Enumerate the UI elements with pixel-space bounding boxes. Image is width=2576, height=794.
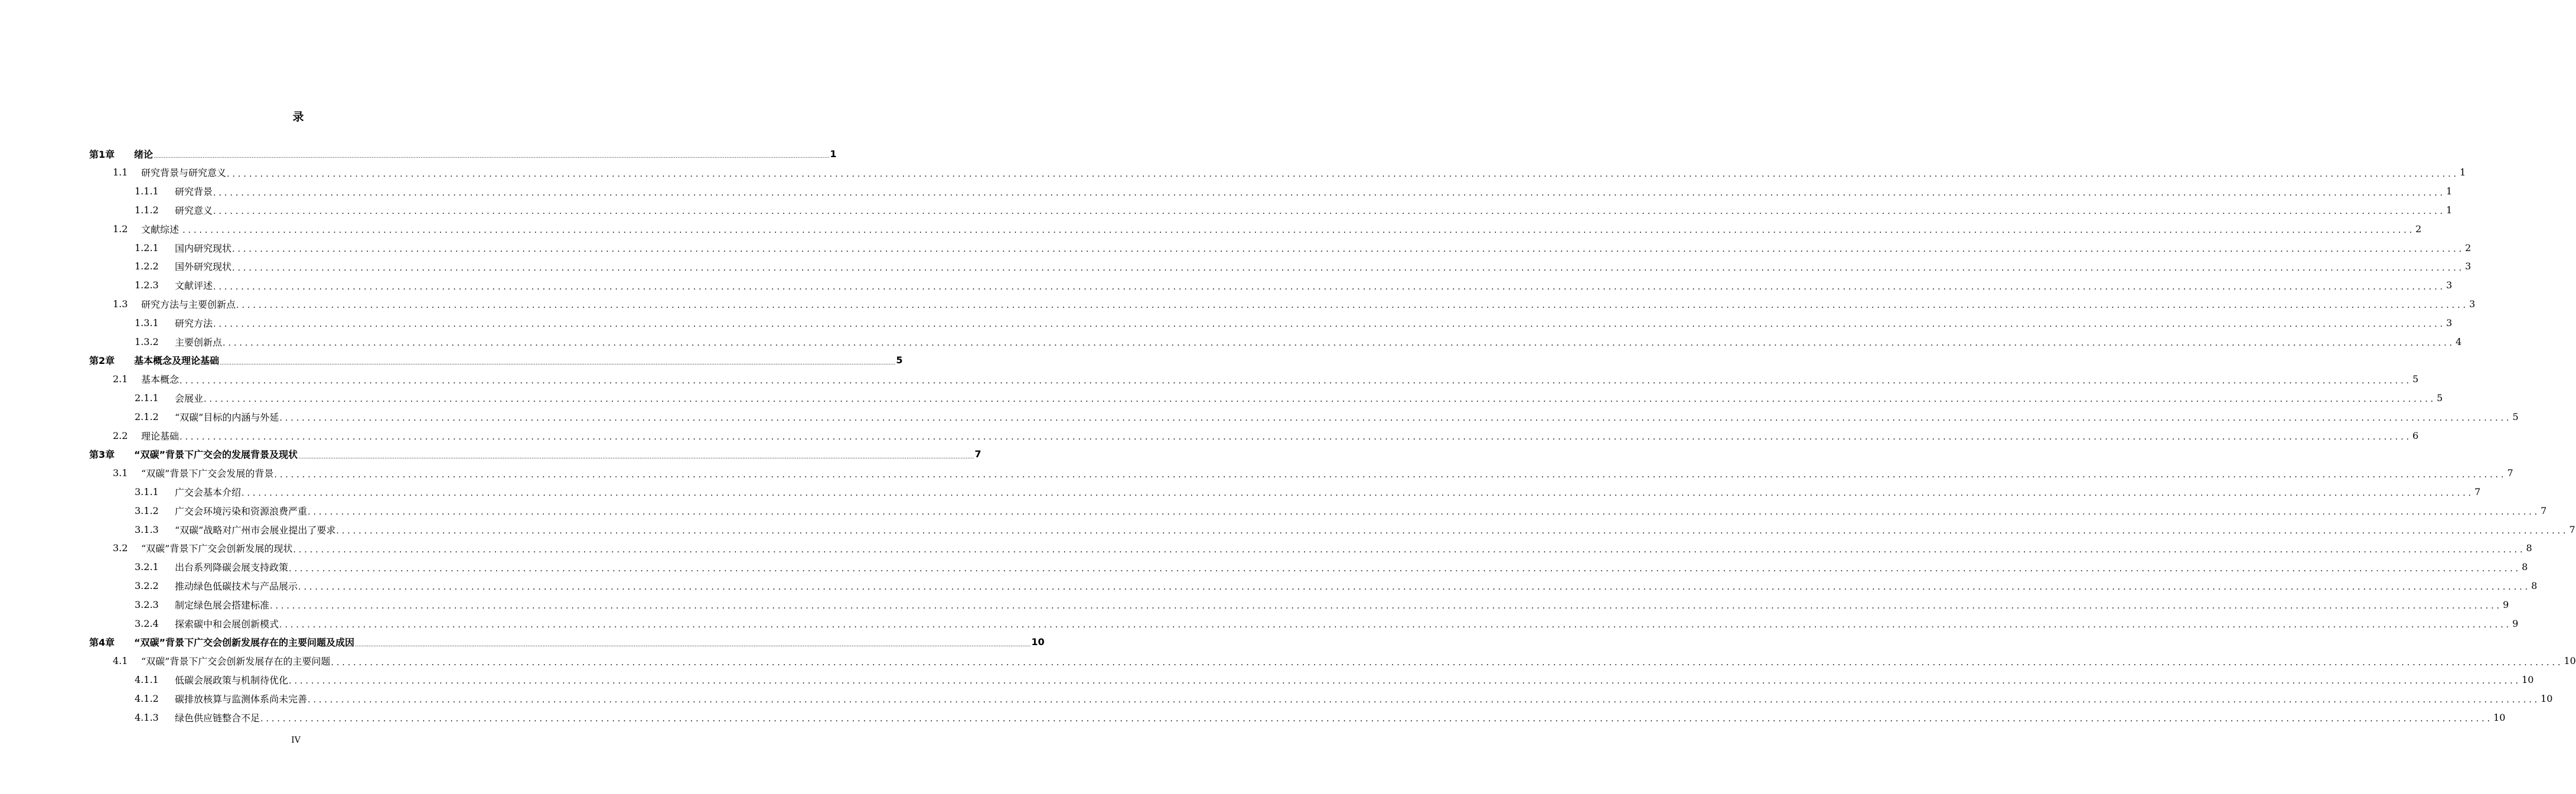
toc-title: 录 — [292, 110, 304, 123]
toc-entry-label: 国外研究现状 — [175, 261, 232, 273]
toc-dot-leader: ................................................................................................................................................................................................................................................................................................................................................................................................................ — [279, 620, 2512, 630]
toc-entry-number: 第3章 — [89, 449, 115, 461]
toc-entry-number: 3.1.3 — [135, 523, 159, 535]
toc-dot-leader: ................................................................................................................................................................................................................................................................................................................................................................................................................ — [232, 263, 2465, 273]
toc-entry-label: “双碳”背景下广交会创新发展的现状 — [141, 543, 293, 555]
toc-entry[interactable] — [135, 257, 2471, 276]
toc-entry[interactable] — [89, 144, 837, 163]
toc-entry-page: 7 — [2507, 467, 2513, 479]
toc-entry[interactable] — [135, 407, 2519, 426]
toc-entry-number: 1.3 — [113, 298, 128, 310]
toc-entry-number: 3.1.2 — [135, 505, 159, 516]
toc-entry-page: 3 — [2469, 298, 2476, 310]
toc-entry-label: 碳排放核算与监测体系尚未完善 — [175, 693, 308, 705]
toc-dot-leader: ................................................................................................................................................................................................................................................................................................................................................................................................................ — [331, 658, 2564, 668]
toc-dot-leader: ................................................................................................................................................................................................................................................................................................................................................................................................................ — [260, 714, 2493, 724]
toc-entry-page: 1 — [2446, 204, 2453, 216]
toc-entry-label: 研究方法与主要创新点 — [141, 298, 236, 310]
toc-entry-page: 4 — [2456, 336, 2462, 347]
toc-entry-number: 2.1.2 — [135, 411, 159, 422]
toc-entry[interactable] — [135, 576, 2538, 595]
toc-entry[interactable] — [113, 464, 2513, 483]
toc-entry-page: 8 — [2522, 561, 2528, 573]
toc-entry[interactable] — [113, 370, 2419, 389]
toc-entry-number: 4.1.2 — [135, 692, 159, 704]
toc-entry-label: 基本概念及理论基础 — [134, 355, 220, 367]
toc-entry-page: 10 — [2541, 692, 2553, 704]
toc-dot-leader: ................................................................................................................................................................................................................................................................................................................................................................................................................ — [308, 507, 2541, 518]
toc-entry-number: 1.3.1 — [135, 317, 159, 328]
toc-entry-page: 2 — [2415, 223, 2422, 235]
toc-entry-label: 探索碳中和会展创新模式 — [175, 618, 279, 630]
toc-entry-number: 4.1.3 — [135, 711, 159, 723]
toc-entry-number: 3.2.3 — [135, 598, 159, 610]
toc-entry-label: 主要创新点 — [175, 336, 223, 348]
toc-dot-leader: ................................................................................................................................................................................................................................................................................................................................................................................................................ — [227, 169, 2460, 179]
toc-entry-page: 10 — [1031, 636, 1045, 648]
toc-entry-number: 1.2 — [113, 223, 128, 235]
toc-entry-number: 3.1 — [113, 467, 128, 479]
toc-dot-leader: ................................................................................................................................................................................................................................................................................................................................................................................................................ — [236, 301, 2469, 311]
toc-dot-leader: ................................................................................................................................................................................................................................................................................................................................................................................................................ — [270, 601, 2503, 611]
toc-entry-label: “双碳”目标的内涵与外延 — [175, 411, 279, 423]
toc-entry-number: 2.2 — [113, 429, 128, 441]
toc-entry-number: 1.1.2 — [135, 204, 159, 216]
toc-entry[interactable] — [113, 652, 2576, 671]
toc-entry-label: 出台系列降碳会展支持政策 — [175, 562, 289, 574]
toc-entry-label: 国内研究现状 — [175, 242, 232, 254]
toc-entry[interactable] — [135, 238, 2471, 257]
toc-dot-leader: ................................................................................................................................................................................................................................................................................................................................................................................................................ — [180, 376, 2412, 386]
toc-entry-page: 10 — [2564, 655, 2576, 667]
toc-entry-page: 1 — [2446, 186, 2453, 197]
toc-dot-leader: ................................................................................................................................................................................................................................................................................................................................................................................................................ — [182, 226, 2415, 236]
toc-entry-page: 5 — [2412, 373, 2419, 385]
toc-entry[interactable] — [113, 426, 2419, 445]
toc-entry-page: 10 — [2493, 711, 2506, 723]
toc-entry-label: “双碳”背景下广交会发展的背景 — [141, 468, 274, 480]
toc-entry-number: 第2章 — [89, 355, 115, 367]
toc-entry-label: “双碳”背景下广交会创新发展存在的主要问题 — [141, 656, 331, 668]
toc-entry-page: 7 — [2569, 523, 2575, 535]
toc-entry-page: 1 — [830, 148, 837, 160]
toc-entry-number: 第4章 — [89, 637, 115, 649]
toc-dot-leader: ................................................................................................................................................................................................................................................................................................................................................................................................................ — [220, 360, 896, 366]
toc-entry-label: 基本概念 — [141, 374, 180, 386]
toc-entry-label: 会展业 — [175, 392, 204, 404]
toc-entry-page: 10 — [2522, 673, 2534, 685]
toc-entry[interactable] — [135, 520, 2575, 539]
toc-dot-leader: ................................................................................................................................................................................................................................................................................................................................................................................................................ — [154, 154, 830, 160]
toc-dot-leader: ................................................................................................................................................................................................................................................................................................................................................................................................................ — [213, 282, 2446, 292]
toc-entry-label: 制定绿色展会搭建标准 — [175, 599, 270, 611]
toc-dot-leader: ................................................................................................................................................................................................................................................................................................................................................................................................................ — [213, 207, 2446, 217]
toc-entry[interactable] — [135, 332, 2462, 351]
toc-entry-label: 低碳会展政策与机制待优化 — [175, 674, 289, 686]
toc-entry[interactable] — [89, 633, 1045, 652]
toc-dot-leader: ................................................................................................................................................................................................................................................................................................................................................................................................................ — [274, 470, 2507, 480]
toc-entry-page: 2 — [2465, 242, 2471, 253]
toc-entry-number: 2.1 — [113, 373, 128, 385]
toc-entry-page: 3 — [2465, 261, 2471, 272]
toc-entry-page: 7 — [2474, 486, 2481, 497]
toc-entry-number: 3.1.1 — [135, 486, 159, 497]
toc-entry-number: 1.1 — [113, 167, 128, 178]
toc-entry-label: 绪论 — [134, 148, 154, 160]
toc-entry[interactable] — [135, 200, 2453, 219]
toc-dot-leader: ................................................................................................................................................................................................................................................................................................................................................................................................................ — [242, 489, 2474, 499]
toc-entry-page: 3 — [2446, 279, 2453, 291]
toc-entry-number: 3.2 — [113, 542, 128, 554]
toc-entry-page: 1 — [2460, 167, 2466, 178]
toc-entry[interactable] — [135, 708, 2506, 727]
toc-entry[interactable] — [135, 276, 2453, 295]
toc-dot-leader: ................................................................................................................................................................................................................................................................................................................................................................................................................ — [308, 695, 2541, 705]
toc-entry-page: 5 — [2512, 411, 2519, 422]
toc-entry[interactable] — [89, 351, 903, 370]
toc-entry-page: 8 — [2526, 542, 2532, 554]
toc-dot-leader: ................................................................................................................................................................................................................................................................................................................................................................................................................ — [289, 676, 2522, 686]
page-number: IV — [291, 736, 301, 745]
toc-entry-label: 绿色供应链整合不足 — [175, 712, 260, 724]
toc-entry-label: 研究意义 — [175, 204, 213, 216]
toc-dot-leader: ................................................................................................................................................................................................................................................................................................................................................................................................................ — [232, 245, 2465, 254]
toc-entry[interactable] — [135, 614, 2519, 633]
toc-entry-label: 文献综述 — [141, 223, 182, 235]
toc-dot-leader: ................................................................................................................................................................................................................................................................................................................................................................................................................ — [180, 432, 2412, 442]
toc-entry-label: “双碳”背景下广交会的发展背景及现状 — [134, 449, 298, 461]
toc-entry[interactable] — [135, 689, 2553, 708]
toc-entry-page: 7 — [2541, 505, 2547, 516]
toc-entry-label: 理论基础 — [141, 430, 180, 442]
toc-entry-page: 8 — [2531, 580, 2538, 591]
toc-dot-leader: ................................................................................................................................................................................................................................................................................................................................................................................................................ — [336, 526, 2569, 536]
toc-entry[interactable] — [135, 558, 2528, 577]
toc-dot-leader: ................................................................................................................................................................................................................................................................................................................................................................................................................ — [213, 320, 2446, 330]
toc-dot-leader: ................................................................................................................................................................................................................................................................................................................................................................................................................ — [298, 583, 2531, 593]
toc-entry-label: 研究背景与研究意义 — [141, 167, 227, 179]
toc-entry-label: 文献评述 — [175, 280, 213, 292]
toc-entry-label: 广交会基本介绍 — [175, 486, 242, 498]
toc-entry[interactable] — [135, 670, 2534, 689]
toc-entry[interactable] — [113, 539, 2532, 558]
toc-entry[interactable] — [89, 445, 982, 464]
toc-entry[interactable] — [135, 482, 2481, 501]
toc-entry-number: 4.1.1 — [135, 673, 159, 685]
toc-dot-leader: ................................................................................................................................................................................................................................................................................................................................................................................................................ — [298, 454, 974, 460]
toc-entry-number: 4.1 — [113, 655, 128, 667]
toc-entry-page: 3 — [2446, 317, 2453, 328]
toc-entry-number: 1.2.1 — [135, 242, 159, 253]
toc-entry[interactable] — [135, 501, 2547, 520]
toc-entry-number: 第1章 — [89, 148, 115, 160]
toc-entry-label: 广交会环境污染和资源浪费严重 — [175, 505, 308, 517]
toc-entry[interactable] — [113, 163, 2466, 182]
toc-entry-page: 5 — [2437, 392, 2443, 403]
toc-entry-number: 3.2.1 — [135, 561, 159, 573]
toc-entry-page: 9 — [2503, 598, 2509, 610]
toc-dot-leader: ................................................................................................................................................................................................................................................................................................................................................................................................................ — [279, 414, 2512, 424]
toc-entry-number: 1.2.2 — [135, 261, 159, 272]
toc-dot-leader: ................................................................................................................................................................................................................................................................................................................................................................................................................ — [204, 395, 2437, 405]
toc-entry[interactable] — [135, 388, 2443, 407]
toc-entry-page: 9 — [2512, 617, 2519, 629]
toc-entry[interactable] — [113, 219, 2422, 238]
toc-entry-page: 5 — [896, 354, 903, 366]
toc-dot-leader: ................................................................................................................................................................................................................................................................................................................................................................................................................ — [293, 545, 2526, 555]
toc-entry-number: 1.2.3 — [135, 279, 159, 291]
toc-entry-number: 1.3.2 — [135, 336, 159, 347]
toc-entry[interactable] — [135, 313, 2453, 332]
toc-dot-leader: ................................................................................................................................................................................................................................................................................................................................................................................................................ — [289, 564, 2522, 574]
toc-entry[interactable] — [135, 182, 2453, 201]
toc-entry-label: “双碳”背景下广交会创新发展存在的主要问题及成因 — [134, 637, 355, 649]
toc-dot-leader: ................................................................................................................................................................................................................................................................................................................................................................................................................ — [355, 642, 1031, 648]
toc-entry-page: 6 — [2412, 429, 2419, 441]
toc-entry-label: 研究方法 — [175, 317, 213, 329]
toc-entry-number: 2.1.1 — [135, 392, 159, 403]
toc-entry-label: “双碳”战略对广州市会展业提出了要求 — [175, 524, 336, 536]
toc-entry-number: 1.1.1 — [135, 186, 159, 197]
toc-entry[interactable] — [135, 595, 2509, 614]
toc-entry-number: 3.2.2 — [135, 580, 159, 591]
toc-entry[interactable] — [113, 294, 2476, 313]
toc-entry-page: 7 — [974, 448, 982, 460]
toc-dot-leader: ................................................................................................................................................................................................................................................................................................................................................................................................................ — [213, 188, 2446, 198]
toc-dot-leader: ................................................................................................................................................................................................................................................................................................................................................................................................................ — [223, 339, 2456, 348]
toc-entry-label: 研究背景 — [175, 186, 213, 198]
toc-entry-number: 3.2.4 — [135, 617, 159, 629]
toc-entry-label: 推动绿色低碳技术与产品展示 — [175, 580, 298, 592]
